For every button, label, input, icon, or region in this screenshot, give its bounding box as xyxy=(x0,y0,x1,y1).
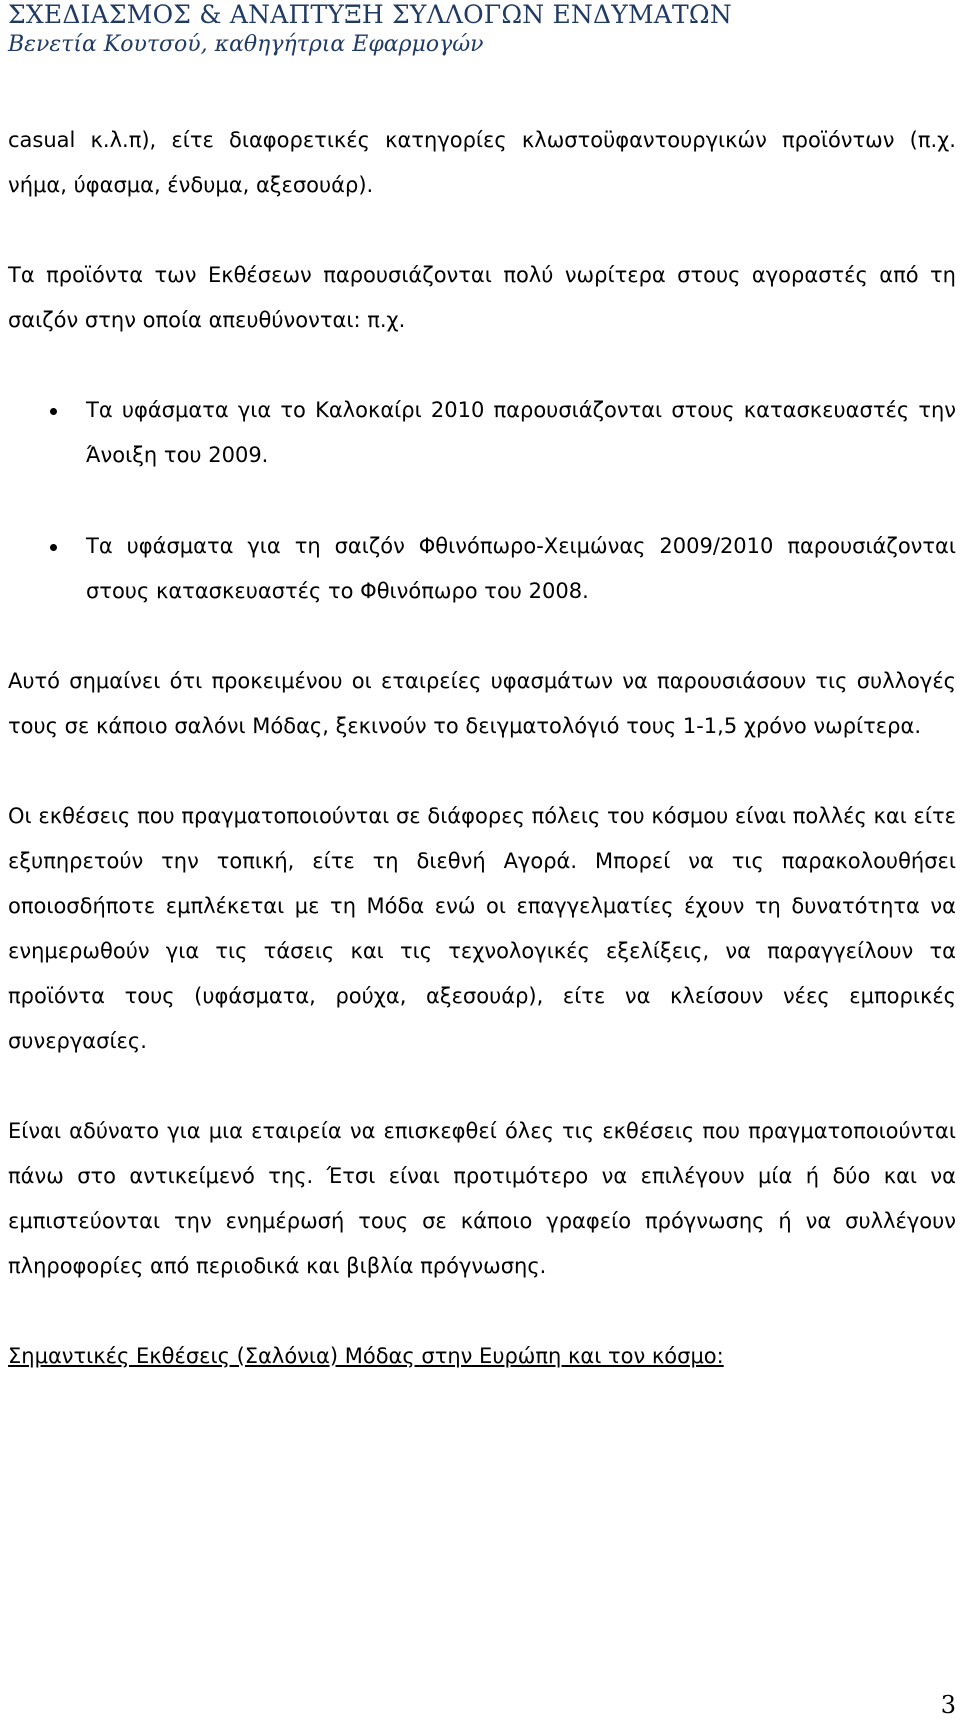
page-number: 3 xyxy=(940,1691,956,1719)
bullet-list xyxy=(8,388,956,614)
document-title: ΣΧΕΔΙΑΣΜΟΣ & ΑΝΑΠΤΥΞΗ ΣΥΛΛΟΓΩΝ ΕΝΔΥΜΑΤΩΝ xyxy=(8,0,732,29)
paragraph-1: casual κ.λ.π), είτε διαφορετικές κατηγορίες κλωστοϋφαντουργικών προϊόντων (π.χ. νήμα, ύφασμα, ένδυμα, αξεσουάρ). xyxy=(8,128,956,197)
paragraph-spacer xyxy=(8,478,956,524)
paragraph-5: Είναι αδύνατο για μια εταιρεία να επισκεφθεί όλες τις εκθέσεις που πραγματοποιούνται πάνω στο αντικείμενό της. Έτσι είναι προτιμότερο να επιλέγουν μία ή δύο και να εμπιστεύονται την ενημέρωσή τους σε κάποιο γραφείο πρόγνωσης ή να συλλέγουν πληροφορίες από περιοδικά και βιβλία πρόγνωσης. xyxy=(8,1119,956,1278)
paragraph-spacer xyxy=(8,343,956,388)
paragraph-spacer xyxy=(8,1064,956,1109)
paragraph-spacer xyxy=(8,1289,956,1334)
paragraph-2: Τα προϊόντα των Εκθέσεων παρουσιάζονται πολύ νωρίτερα στους αγοραστές από τη σαιζόν στην οποία απευθύνονται: π.χ. xyxy=(8,263,956,332)
paragraph-3: Αυτό σημαίνει ότι προκειμένου οι εταιρείες υφασμάτων να παρουσιάσουν τις συλλογές τους σε κάποιο σαλόνι Μόδας, ξεκινούν το δειγματολόγιό τους 1-1,5 χρόνο νωρίτερα. xyxy=(8,669,956,738)
section-heading: Σημαντικές Εκθέσεις (Σαλόνια) Μόδας στην Ευρώπη και τον κόσμο: xyxy=(8,1344,724,1368)
bullet-icon xyxy=(50,408,57,415)
bullet-icon xyxy=(50,544,57,551)
bullet-item xyxy=(8,524,956,614)
page-header xyxy=(8,0,948,60)
paragraph-spacer xyxy=(8,749,956,794)
paragraph-spacer xyxy=(8,208,956,253)
bullet-item-text: Τα υφάσματα για τη σαιζόν Φθινόπωρο-Χειμώνας 2009/2010 παρουσιάζονται στους κατασκευαστές το Φθινόπωρο του 2008. xyxy=(86,534,956,603)
bullet-item-text: Τα υφάσματα για το Καλοκαίρι 2010 παρουσιάζονται στους κατασκευαστές την Άνοιξη του 2009. xyxy=(86,398,956,467)
bullet-item xyxy=(8,388,956,478)
paragraph-spacer xyxy=(8,614,956,659)
document-author: Βενετία Κουτσού, καθηγήτρια Εφαρμογών xyxy=(8,32,484,57)
document-body xyxy=(8,118,956,1379)
paragraph-4: Οι εκθέσεις που πραγματοποιούνται σε διάφορες πόλεις του κόσμου είναι πολλές και είτε εξυπηρετούν την τοπική, είτε τη διεθνή Αγορά. Μπορεί να τις παρακολουθήσει οποιοσδήποτε εμπλέκεται με τη Μόδα ενώ οι επαγγελματίες έχουν τη δυνατότητα να ενημερωθούν για τις τάσεις και τις τεχνολογικές εξελίξεις, να παραγγείλουν τα προϊόντα τους (υφάσματα, ρούχα, αξεσουάρ), είτε να κλείσουν νέες εμπορικές συνεργασίες. xyxy=(8,804,956,1053)
